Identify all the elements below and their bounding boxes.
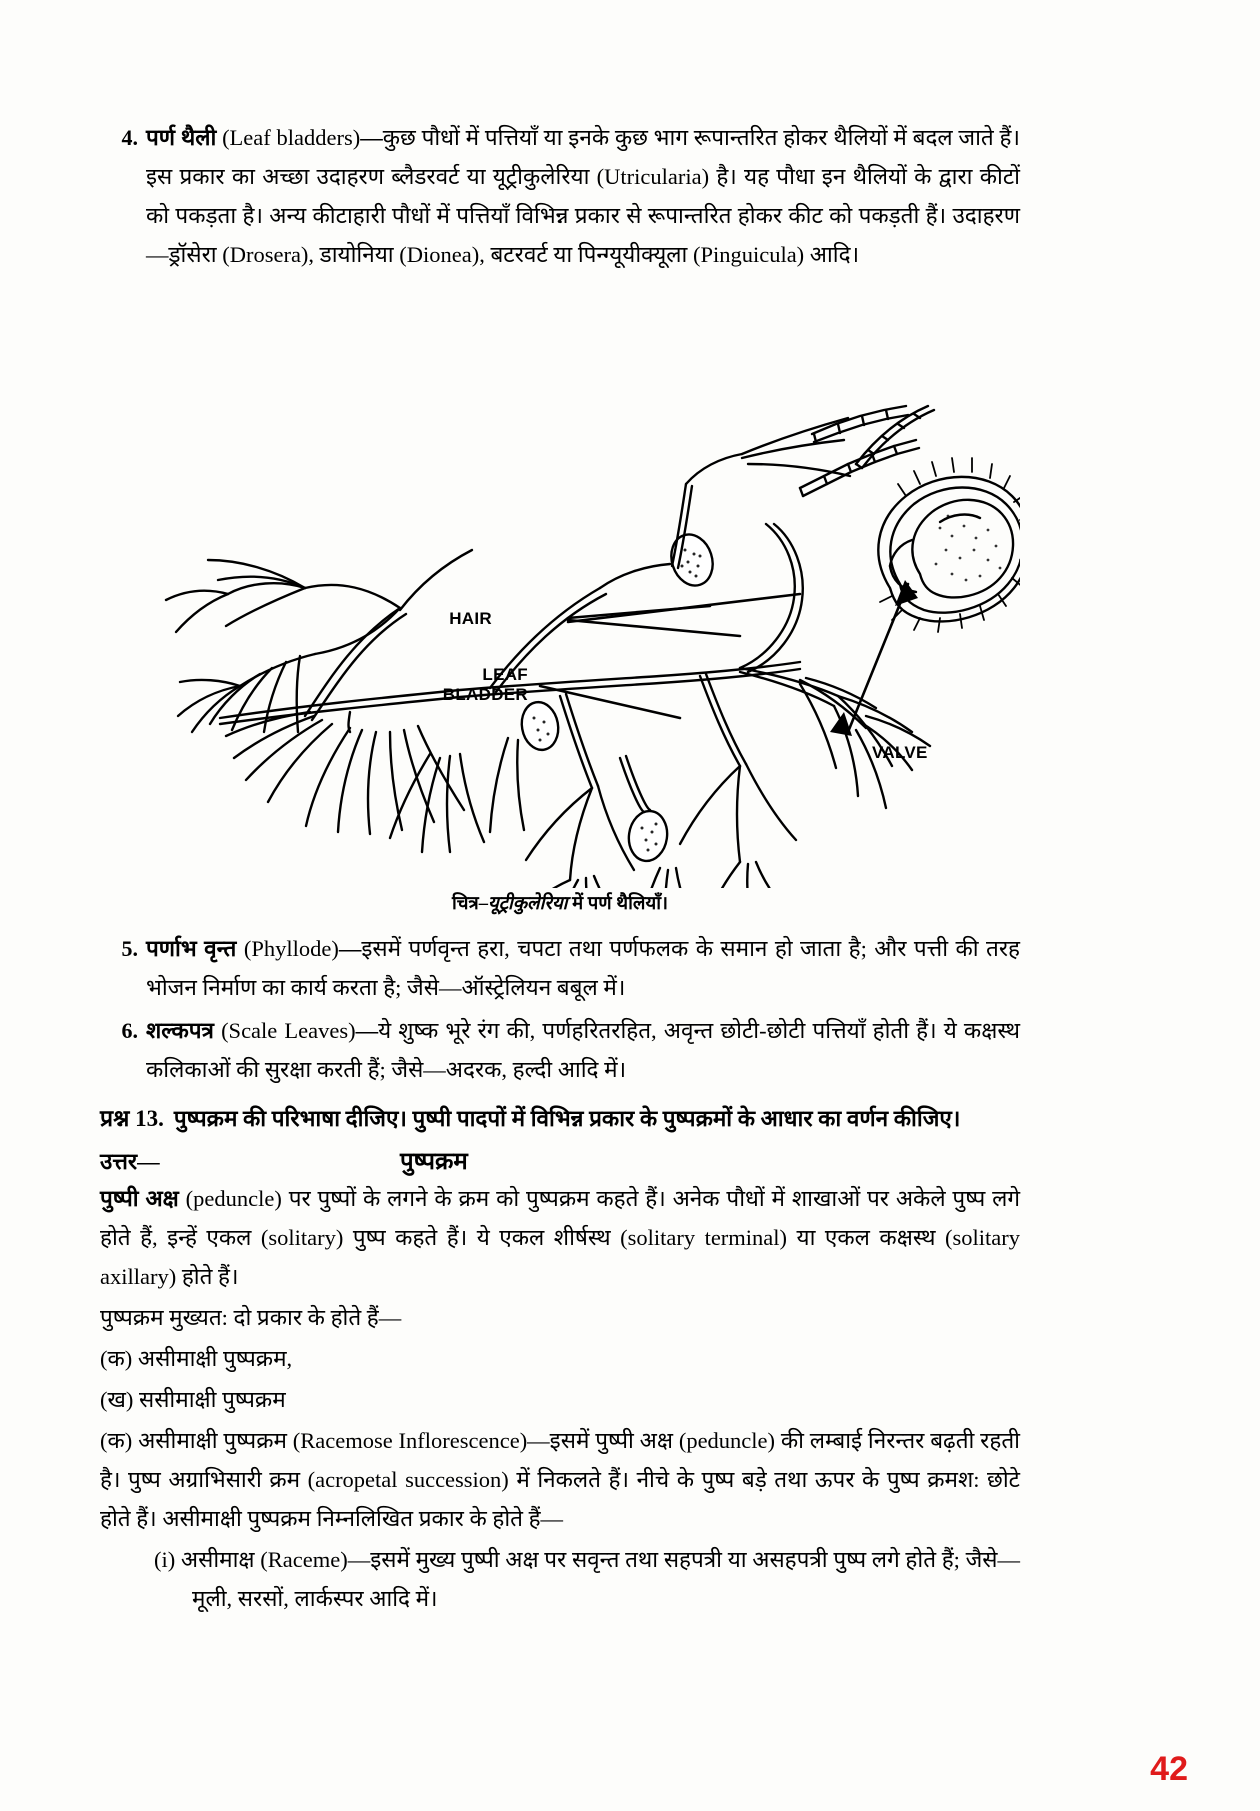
answer-paragraph-racemose: (क) असीमाक्षी पुष्पक्रम (Racemose Inflorescence)—इसमें पुष्पी अक्ष (peduncle) की लम्बाई निरन्तर बढ़ती रहती है। पुष्प अग्राभिसारी क्रम (acropetal succession) में निकलते हैं। नीचे के पुष्प बड़े तथा ऊपर के पुष्प क्रमश: छोटे होते हैं। असीमाक्षी पुष्पक्रम निम्नलिखित प्रकार के होते हैं—: [100, 1428, 1020, 1531]
question-13: [100, 1099, 1020, 1138]
item-text: इसमें पर्णवृन्त हरा, चपटा तथा पर्णफलक के समान हो जाता है; और पत्ती की तरह भोजन निर्माण का कार्य करता है; जैसे—ऑस्ट्रेलियन बबूल में।: [146, 936, 1020, 1000]
term-english: (Phyllode): [243, 936, 339, 961]
answer-paragraph-definition: [100, 1179, 1020, 1296]
term-hindi: शल्कपत्र: [146, 1018, 214, 1043]
list-item-4: [100, 118, 1020, 274]
caption-prefix: चित्र–: [451, 894, 488, 914]
utricularia-diagram: [100, 288, 1020, 888]
em-dash: —: [338, 936, 362, 961]
caption-species: यूट्रीकुलेरिया: [488, 894, 568, 914]
term-english: (Leaf bladders): [222, 125, 361, 150]
term-hindi: पर्ण थैली: [146, 125, 217, 150]
question-text: पुष्पक्रम की परिभाषा दीजिए। पुष्पी पादपों में विभिन्न प्रकार के पुष्पक्रमों के आधार का वर्णन कीजिए।: [173, 1106, 961, 1131]
answer-header: [100, 1144, 1020, 1177]
figure-label-leaf: LEAF: [482, 665, 528, 684]
list-item-6: [100, 1011, 1020, 1089]
answer-type-ka: (क) असीमाक्षी पुष्पक्रम,: [100, 1346, 293, 1371]
term-hindi: पर्णाभ वृन्त: [146, 936, 237, 961]
answer-paragraph-raceme: (i) असीमाक्ष (Raceme)—इसमें मुख्य पुष्पी अक्ष पर सवृन्त तथा सहपत्री या असहपत्री पुष्प लगे होते हैं; जैसे—मूली, सरसों, लार्कस्पर आदि में।: [154, 1547, 1020, 1611]
item-text: ये शुष्क भूरे रंग की, पर्णहरितरहित, अवृन्त छोटी-छोटी पत्तियाँ होती हैं। ये कक्षस्थ कलिकाओं की सुरक्षा करती हैं; जैसे—अदरक, हल्दी आदि में।: [146, 1018, 1021, 1082]
answer-type-kha: (ख) ससीमाक्षी पुष्पक्रम: [100, 1387, 286, 1412]
list-item-number: 5.: [121, 936, 138, 961]
figure-label-valve: VALVE: [872, 743, 928, 762]
list-item-body: [146, 118, 1020, 274]
page-number: 42: [1150, 1750, 1188, 1788]
answer-label: उत्तर—: [100, 1149, 160, 1174]
figure-caption: [100, 890, 1020, 915]
item-text: कुछ पौधों में पत्तियाँ या इनके कुछ भाग रूपान्तरित होकर थैलियों में बदल जाते हैं। इस प्रकार का अच्छा उदाहरण ब्लैडरवर्ट या यूट्रीकुलेरिया (Utricularia) है। यह पौधा इन थैलियों के द्वारा कीटों को पकड़ता है। अन्य कीटाहारी पौधों में पत्तियाँ विभिन्न प्रकार से रूपान्तरित होकर कीट को पकड़ती हैं। उदाहरण—ड्रॉसेरा (Drosera), डायोनिया (Dionea), बटरवर्ट या पिन्ग्यूयीक्यूला (Pinguicula) आदि।: [146, 125, 1021, 267]
figure-utricularia: [100, 288, 1020, 888]
answer-paragraph-types-lead: पुष्पक्रम मुख्यत: दो प्रकार के होते हैं—: [100, 1305, 402, 1330]
list-item-number: 6.: [121, 1018, 138, 1043]
answer-title: पुष्पक्रम: [400, 1149, 468, 1175]
list-item-5: [100, 929, 1020, 1007]
page-content: [100, 118, 1020, 1620]
list-item-body: [146, 929, 1020, 1007]
figure-label-bladder: BLADDER: [442, 685, 528, 704]
question-label: प्रश्न 13.: [100, 1106, 164, 1131]
list-item-number: 4.: [121, 125, 138, 150]
figure-label-hair: HAIR: [449, 609, 492, 628]
bold-lead-pushpi-aksh: पुष्पी अक्ष: [100, 1186, 179, 1211]
em-dash: —: [355, 1018, 379, 1043]
term-english: (Scale Leaves): [221, 1018, 356, 1043]
list-item-body: [146, 1011, 1020, 1089]
definition-text: (peduncle) पर पुष्पों के लगने के क्रम को पुष्पक्रम कहते हैं। अनेक पौधों में शाखाओं पर अकेले पुष्प लगे होते हैं, इन्हें एकल (solitary) पुष्प कहते हैं। ये एकल शीर्षस्थ (solitary terminal) या एकल कक्षस्थ (solitary axillary) होते हैं।: [100, 1186, 1020, 1289]
em-dash: —: [360, 125, 383, 150]
caption-rest: में पर्ण थैलियाँ।: [567, 894, 668, 914]
